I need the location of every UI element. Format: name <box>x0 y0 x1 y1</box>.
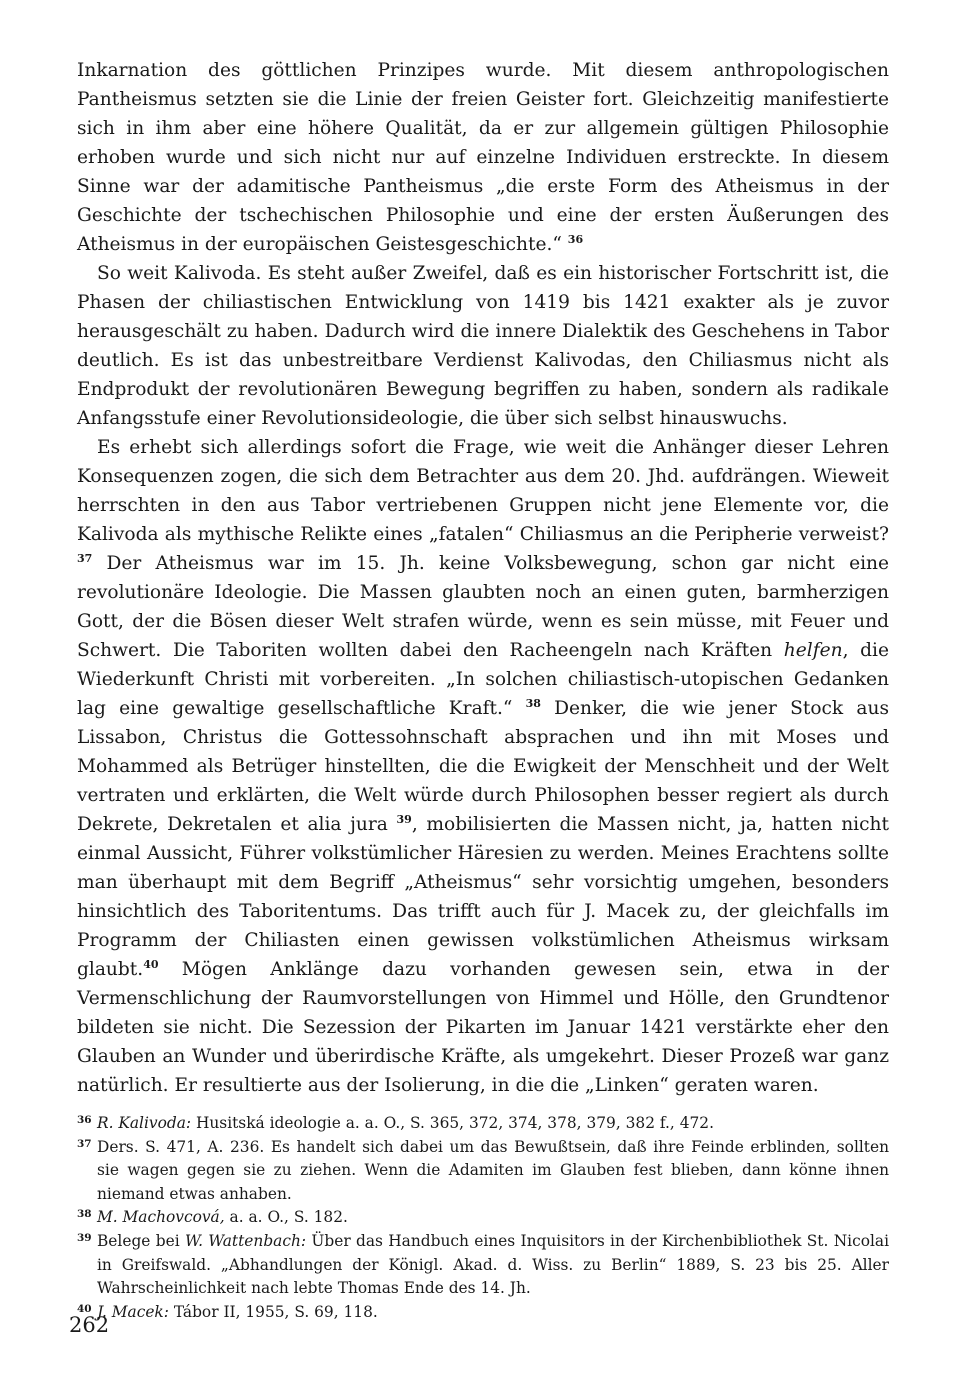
text-run: So weit Kalivoda. Es steht außer Zweifel, daß es ein historischer Fortschritt ist, die Phasen der chiliastischen Entwicklung von 1419 bis 1421 exakter als je zuvor herausgeschält zu haben. Dadurch wird die innere Dialektik des Geschehens in Tabor deutlich. Es ist das unbestreitbare Verdienst Kalivodas, den Chiliasmus nicht als Endprodukt der revolutionären Bewegung begriffen zu haben, sondern als radikale Anfangsstufe einer Revolutionsideologie, die über sich selbst hinauswuchs. <box>77 263 889 429</box>
footnote-text: Über das Handbuch eines Inquisitors in der Kirchenbibliothek St. Nicolai in Greifswald. „Abhandlungen der Königl. Akad. d. Wiss. zu Berlin“ 1889, S. 23 bis 25. Aller Wahrscheinlichkeit nach lebte Thomas Ende des 14. Jh. <box>97 1231 889 1298</box>
footnote-author: J. Macek: <box>97 1302 169 1321</box>
paragraph <box>77 259 889 433</box>
text-run: Der Atheismus war im 15. Jh. keine Volksbewegung, schon gar nicht eine revolutionäre Ideologie. Die Massen glaubten noch an einen guten, barmherzigen Gott, der die Bösen dieser Welt strafen würde, wenn es sein müsse, mit Feuer und Schwert. Die Taboriten wollten dabei den Racheengeln nach Kräften <box>77 553 889 661</box>
footnote-text: Tábor II, 1955, S. 69, 118. <box>168 1302 378 1321</box>
text-run: , die Wiederkunft Christi mit vorbereiten. „In solchen chiliastisch-utopischen Gedanken lag eine gewaltige gesellschaftliche Kraft.“ <box>77 640 889 719</box>
footnote-text: Husitská ideologie a. a. O., S. 365, 372, 374, 378, 379, 382 f., 472. <box>191 1114 714 1132</box>
footnote <box>77 1206 889 1230</box>
footnote <box>77 1230 889 1301</box>
footnote-number: 38 <box>77 1208 92 1221</box>
footnote-ref: 39 <box>396 813 412 826</box>
text-run: Denker, die wie jener Stock aus Lissabon, Christus die Gottessohnschaft absprachen und ihn mit Moses und Mohammed als Betrüger hinstellten, die die Ewigkeit der Menschheit und der Welt vertraten und erklärten, die Welt würde durch Philosophen besser regiert als durch Dekrete, Dekretalen et alia jura <box>77 698 889 835</box>
footnote-text: Belege bei <box>97 1231 185 1250</box>
footnote <box>77 1301 889 1325</box>
footnote-number: 37 <box>77 1137 92 1150</box>
body-text <box>77 56 889 1100</box>
footnote-author: M. Machovcová, <box>97 1208 225 1227</box>
footnotes <box>77 1112 889 1324</box>
text-run: Inkarnation des göttlichen Prinzipes wurde. Mit diesem anthropologischen Pantheismus setzten sie die Linie der freien Geister fort. Gleichzeitig manifestierte sich in ihm aber eine höhere Qualität, da er zur allgemein gültigen Philosophie erhoben wurde und sich nicht nur auf einzelne Individuen erstreckte. In diesem Sinne war der adamitische Pantheismus „die erste Form des Atheismus in der Geschichte der tschechischen Philosophie und eine der ersten Äußerungen des Atheismus in der europäischen Geistesgeschichte.“ <box>77 60 889 255</box>
footnote-ref: 37 <box>77 552 93 565</box>
paragraph <box>77 56 889 259</box>
footnote-ref: 36 <box>567 233 584 246</box>
footnote-text: a. a. O., S. 182. <box>224 1208 348 1227</box>
paragraph <box>77 433 889 1100</box>
text-run: , mobilisierten die Massen nicht, ja, hatten nicht einmal Aussicht, Führer volkstümlicher Häresien zu werden. Meines Erachtens sollte man überhaupt mit dem Begriff „Atheismus“ sehr vorsichtig umgehen, besonders hinsichtlich des Taboritentums. Das trifft auch für J. Macek zu, der gleichfalls im Programm der Chiliasten einen gewissen volkstümlichen Atheismus wirksam glaubt. <box>77 814 889 980</box>
page <box>77 56 889 1324</box>
page-number: 262 <box>69 1313 110 1337</box>
footnote-number: 40 <box>77 1302 92 1315</box>
footnote-author: R. Kalivoda: <box>97 1114 192 1132</box>
footnote <box>77 1112 889 1136</box>
footnote-number: 39 <box>77 1231 92 1244</box>
emphasis: helfen <box>783 640 843 661</box>
footnote-author: W. Wattenbach: <box>184 1231 307 1250</box>
footnote-ref: 38 <box>525 697 541 710</box>
footnote-number: 36 <box>77 1114 92 1126</box>
footnote <box>77 1136 889 1207</box>
footnote-ref: 40 <box>143 958 159 971</box>
text-run: Mögen Anklänge dazu vorhanden gewesen sein, etwa in der Vermenschlichung der Raumvorstellungen von Himmel und Hölle, den Grundtenor bildeten sie nicht. Die Sezession der Pikarten im Januar 1421 verstärkte eher den Glauben an Wunder und überirdische Kräfte, als umgekehrt. Dieser Prozeß war ganz natürlich. Er resultierte aus der Isolierung, in die die „Linken“ geraten waren. <box>77 959 889 1096</box>
text-run: Es erhebt sich allerdings sofort die Frage, wie weit die Anhänger dieser Lehren Konsequenzen zogen, die sich dem Betrachter aus dem 20. Jhd. aufdrängen. Wieweit herrschten in den aus Tabor vertriebenen Gruppen nicht jene Elemente vor, die Kalivoda als mythische Relikte eines „fatalen“ Chiliasmus an die Peripherie verweist? <box>77 437 889 545</box>
footnote-text: Ders. S. 471, A. 236. Es handelt sich dabei um das Bewußtsein, daß ihre Feinde erblinden, sollten sie wagen gegen sie zu ziehen. Wenn die Adamiten im Glauben fest blieben, dann könne ihnen niemand etwas anhaben. <box>97 1137 889 1203</box>
